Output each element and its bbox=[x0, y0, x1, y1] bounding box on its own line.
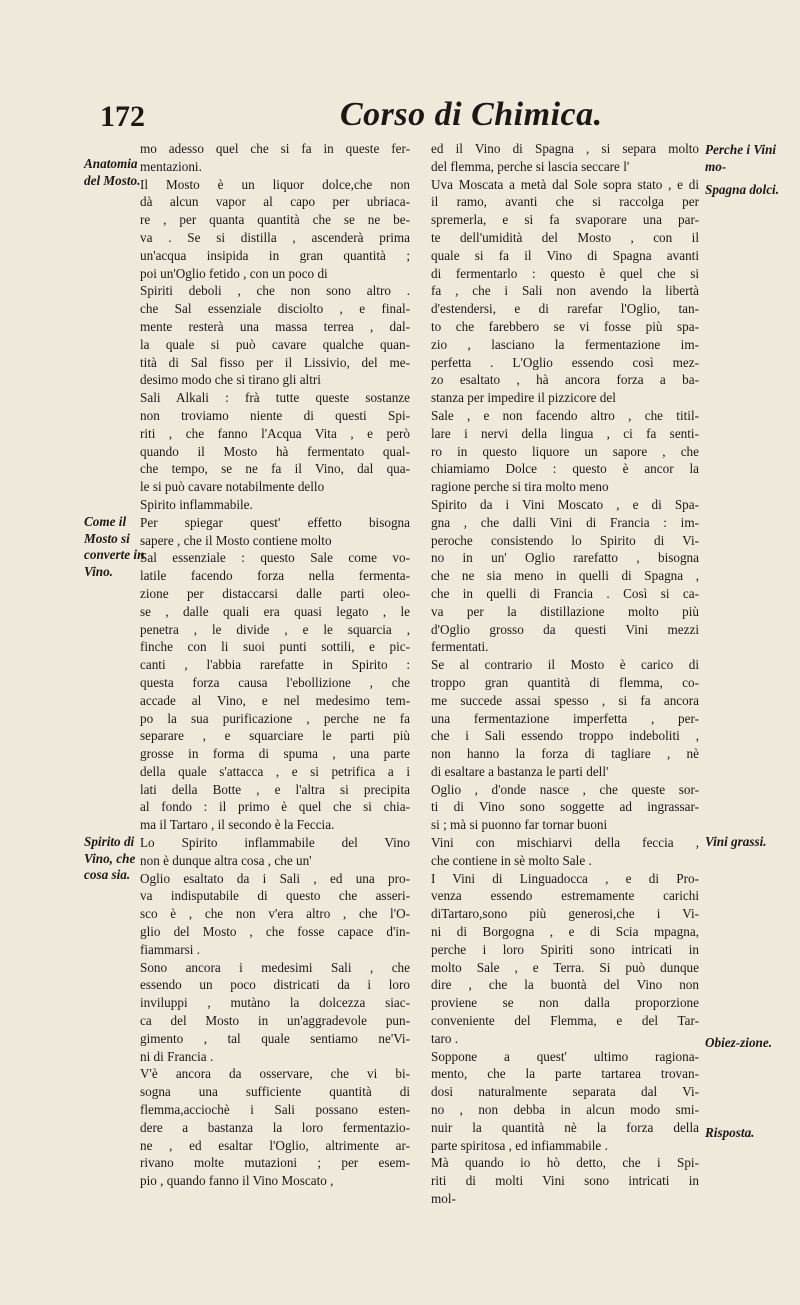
text-line: perche i loro Spiriti sono intricati in bbox=[431, 941, 699, 957]
text-line: essendo un poco districati da i loro bbox=[140, 977, 410, 993]
right-text-column bbox=[431, 140, 699, 1208]
text-line: I Vini di Linguadocca , e di Pro- bbox=[431, 870, 699, 886]
text-line: separare , e squarciare le parti più bbox=[140, 728, 410, 744]
margin-note-anatomia: Anatomia del Mosto. bbox=[84, 156, 141, 188]
text-line: non hanno la forza di tagliare , nè bbox=[431, 746, 699, 762]
text-line: il ramo, avanti che si raccolga per bbox=[431, 194, 699, 210]
text-line: zione per distaccarsi dalle parti oleo- bbox=[140, 585, 410, 601]
text-line: mento, che la parte tartarea trovan- bbox=[431, 1066, 699, 1082]
text-line: che i Sali essendo troppo indeboliti , bbox=[431, 728, 699, 744]
text-line: finche con li suoi punti sottili, e pic- bbox=[140, 639, 410, 655]
text-line: poi un'Oglio fetido , con un poco di bbox=[140, 265, 328, 281]
text-line: Per spiegar quest' effetto bisogna bbox=[140, 514, 410, 530]
text-line: d'Oglio grosso da questi Vini mezzi bbox=[431, 621, 699, 637]
text-line: diTartaro,sono più generosi,che i Vi- bbox=[431, 906, 699, 922]
text-line: ne , ed esaltar l'Oglio, altrimente ar- bbox=[140, 1137, 410, 1153]
text-line: Lo Spirito inflammabile del Vino bbox=[140, 835, 410, 851]
text-line: d'estendersi, e di rarefar l'Oglio, tan- bbox=[431, 301, 699, 317]
text-line: desimo modo che si tirano gli altri bbox=[140, 372, 321, 388]
text-line: latile facendo forza nella fermenta- bbox=[140, 568, 410, 584]
text-line: Sal essenziale : questo Sale come vo- bbox=[140, 550, 410, 566]
left-text-column bbox=[140, 140, 410, 1190]
margin-note-risposta: Risposta. bbox=[705, 1125, 755, 1140]
text-line: proviene se non dalla proporzione bbox=[431, 995, 699, 1011]
text-line: glio del Mosto , che fosse capace d'in- bbox=[140, 924, 410, 940]
margin-note-vini-grassi: Vini grassi. bbox=[705, 834, 767, 849]
text-line: parte spiritosa , ed infiammabile . bbox=[431, 1137, 608, 1153]
text-line: ca del Mosto in un'aggradevole pun- bbox=[140, 1013, 410, 1029]
text-line: ragione perche si tira molto meno bbox=[431, 479, 609, 495]
text-line: Spiriti deboli , che non sono altro . bbox=[140, 283, 410, 299]
text-line: zo esaltato , hà ancora forza a ba- bbox=[431, 372, 699, 388]
text-line: ni di Borgogna , e di Scia mpagna, bbox=[431, 924, 699, 940]
text-line: va per la distillazione molto più bbox=[431, 603, 699, 619]
margin-note-spagna: Spagna dolci. bbox=[705, 182, 780, 197]
text-line: del flemma, perche si lascia seccare l' bbox=[431, 158, 630, 174]
text-line: di esaltare a bastanza le parti dell' bbox=[431, 763, 609, 779]
text-line: me succede assai spesso , si fa ancora bbox=[431, 692, 699, 708]
text-line: della quale s'attacca , e si petrifica a i bbox=[140, 763, 410, 779]
text-line: va . Se si distilla , ascenderà prima bbox=[140, 229, 410, 245]
text-line: lati della Botte , e l'altra si precipita bbox=[140, 781, 410, 797]
text-line: zio , lasciano la fermentazione im- bbox=[431, 336, 699, 352]
text-line: dire , che la buontà del Vino non bbox=[431, 977, 699, 993]
text-line: fa , che i Sali non avendo la libertà bbox=[431, 283, 699, 299]
text-line: un'acqua insipida in gran quantità ; bbox=[140, 247, 410, 263]
text-line: mentazioni. bbox=[140, 158, 202, 174]
text-line: Soppone a quest' ultimo ragiona- bbox=[431, 1048, 699, 1064]
text-line: mol- bbox=[431, 1191, 456, 1207]
text-line: no , non debba in alcun modo smi- bbox=[431, 1102, 699, 1118]
text-line: ro in questo liquore un sapore , che bbox=[431, 443, 699, 459]
text-line: dosi naturalmente separata dal Vi- bbox=[431, 1084, 699, 1100]
margin-note-come: Come il Mosto si converte in Vino. bbox=[84, 514, 145, 579]
text-line: perfetta . L'Oglio essendo così mez- bbox=[431, 354, 699, 370]
text-line: che tempo, se ne fa il Vino, dal qua- bbox=[140, 461, 410, 477]
text-line: rivano molte mutazioni ; per esem- bbox=[140, 1155, 410, 1171]
text-line: quando il Mosto hà fermentato qual- bbox=[140, 443, 410, 459]
text-line: una fermentazione imperfetta , per- bbox=[431, 710, 699, 726]
margin-note-perche: Perche i Vini mo- bbox=[705, 142, 777, 174]
text-line: ma il Tartaro , il secondo è la Feccia. bbox=[140, 817, 335, 833]
text-line: venza essendo estremamente carichi bbox=[431, 888, 699, 904]
text-line: Sale , e non facendo altro , che titil- bbox=[431, 407, 699, 423]
text-line: se , dalle quali era quasi legato , le bbox=[140, 603, 410, 619]
text-line: no in un' Oglio rarefatto , bisogna bbox=[431, 550, 699, 566]
text-line: accade al Vino, e nel medesimo tem- bbox=[140, 692, 410, 708]
text-line: dà alcun vapor al capo per ubriaca- bbox=[140, 194, 410, 210]
text-line: peroche consistendo lo Spirito di Vi- bbox=[431, 532, 699, 548]
text-line: Mà quando io hò detto, che i Spi- bbox=[431, 1155, 699, 1171]
text-line: dere a bastanza la loro fermentazio- bbox=[140, 1119, 410, 1135]
text-line: che contiene in sè molto Sale . bbox=[431, 852, 592, 868]
page-number: 172 bbox=[100, 100, 145, 133]
text-line: ti di Vino sono soggette ad ingrassar- bbox=[431, 799, 699, 815]
text-line: tità di Sal fisso per il Lissivio, del me- bbox=[140, 354, 410, 370]
text-line: mente resterà una massa terrea , dal- bbox=[140, 318, 410, 334]
text-line: te dell'umidità del Mosto , con il bbox=[431, 229, 699, 245]
margin-note-spirito: Spirito di Vino, che cosa sia. bbox=[84, 834, 136, 882]
text-line: quale si fa il Vino di Spagna avanti bbox=[431, 247, 699, 263]
text-line: Vini con mischiarvi della feccia , bbox=[431, 835, 699, 851]
margin-note-obiezione: Obiez-zione. bbox=[705, 1035, 773, 1050]
text-line: ni di Francia . bbox=[140, 1048, 214, 1064]
text-line: Oglio , d'onde nasce , che queste sor- bbox=[431, 781, 699, 797]
text-line: grosse in forma di spuma , una parte bbox=[140, 746, 410, 762]
text-line: pio , quando fanno il Vino Moscato , bbox=[140, 1173, 334, 1189]
text-line: taro . bbox=[431, 1030, 459, 1046]
text-line: sco è , che non v'era altro , che l'O- bbox=[140, 906, 410, 922]
text-line: canti , l'abbia rarefatte in Spirito : bbox=[140, 657, 410, 673]
text-line: molto Sale , e Terra. Si può dunque bbox=[431, 959, 699, 975]
text-line: al fondo : il primo è quel che si chia- bbox=[140, 799, 410, 815]
text-line: gna , che dalli Vini di Francia : im- bbox=[431, 514, 699, 530]
text-line: stanza per impedire il pizzicore del bbox=[431, 390, 616, 406]
text-line: mo adesso quel che si fa in queste fer- bbox=[140, 141, 410, 156]
text-line: nuir la quantità nè la forza della bbox=[431, 1119, 699, 1135]
text-line: V'è ancora da osservare, che vi bi- bbox=[140, 1066, 410, 1082]
text-line: Spirito da i Vini Moscato , e di Spa- bbox=[431, 496, 699, 512]
text-line: Oglio esaltato da i Sali , ed una pro- bbox=[140, 870, 410, 886]
text-line: po la sua purificazione , perche ne fa bbox=[140, 710, 410, 726]
text-line: di fermentarlo : questo è quel che si bbox=[431, 265, 699, 281]
text-line: Il Mosto è un liquor dolce,che non bbox=[140, 176, 410, 192]
text-line: non è dunque altra cosa , che un' bbox=[140, 852, 312, 868]
text-line: che ne sia meno in quelli di Spagna , bbox=[431, 568, 699, 584]
text-line: Sono ancora i medesimi Sali , che bbox=[140, 959, 410, 975]
text-line: troppo gran quantità di flemma, co- bbox=[431, 674, 699, 690]
text-line: Se al contrario il Mosto è carico di bbox=[431, 657, 699, 673]
text-line: spremerla, e si fa svaporare una par- bbox=[431, 212, 699, 228]
text-line: Spirito inflammabile. bbox=[140, 496, 253, 512]
text-line: re , per quanta quantità che se ne be- bbox=[140, 212, 410, 228]
text-line: riti di molti Vini sono intricati in bbox=[431, 1173, 699, 1189]
text-line: gimento , tal quale sentiamo ne'Vi- bbox=[140, 1030, 410, 1046]
text-line: chiamiamo Dolce : questo è ancor la bbox=[431, 461, 699, 477]
text-line: non troviamo niente di questi Spi- bbox=[140, 407, 410, 423]
running-title: Corso di Chimica. bbox=[340, 96, 603, 133]
text-line: to che farebbero se vi fosse più spa- bbox=[431, 318, 699, 334]
text-line: va indisputabile di questo che asseri- bbox=[140, 888, 410, 904]
text-line: conveniente del Flemma, e del Tar- bbox=[431, 1013, 699, 1029]
text-line: ed il Vino di Spagna , si separa molto bbox=[431, 141, 699, 156]
text-line: fermentati. bbox=[431, 639, 489, 655]
text-line: che Sal essenziale disciolto , e final- bbox=[140, 301, 410, 317]
text-line: questa forza causa l'ebollizione , che bbox=[140, 674, 410, 690]
text-line: inviluppi , mutàno la dolcezza siac- bbox=[140, 995, 410, 1011]
text-line: sogna una sufficiente quantità di bbox=[140, 1084, 410, 1100]
text-line: fiammarsi . bbox=[140, 941, 201, 957]
text-line: Uva Moscata a metà dal Sole sopra stato , e di bbox=[431, 176, 699, 192]
text-line: le si può cavare notabilmente dello bbox=[140, 479, 325, 495]
text-line: Sali Alkali : frà tutte queste sostanze bbox=[140, 390, 410, 406]
text-line: sapere , che il Mosto contiene molto bbox=[140, 532, 332, 548]
text-line: si ; mà si puonno far tornar buoni bbox=[431, 817, 608, 833]
text-line: flemma,acciochè i Sali possano esten- bbox=[140, 1102, 410, 1118]
text-line: che in quelli di Francia . Così si ca- bbox=[431, 585, 699, 601]
text-line: la quale si può cavare qualche quan- bbox=[140, 336, 410, 352]
text-line: riti , che fanno l'Acqua Vita , e però bbox=[140, 425, 410, 441]
text-line: penetra , le divide , e le squarcia , bbox=[140, 621, 410, 637]
text-line: lare i nervi della lingua , ci fa senti- bbox=[431, 425, 699, 441]
